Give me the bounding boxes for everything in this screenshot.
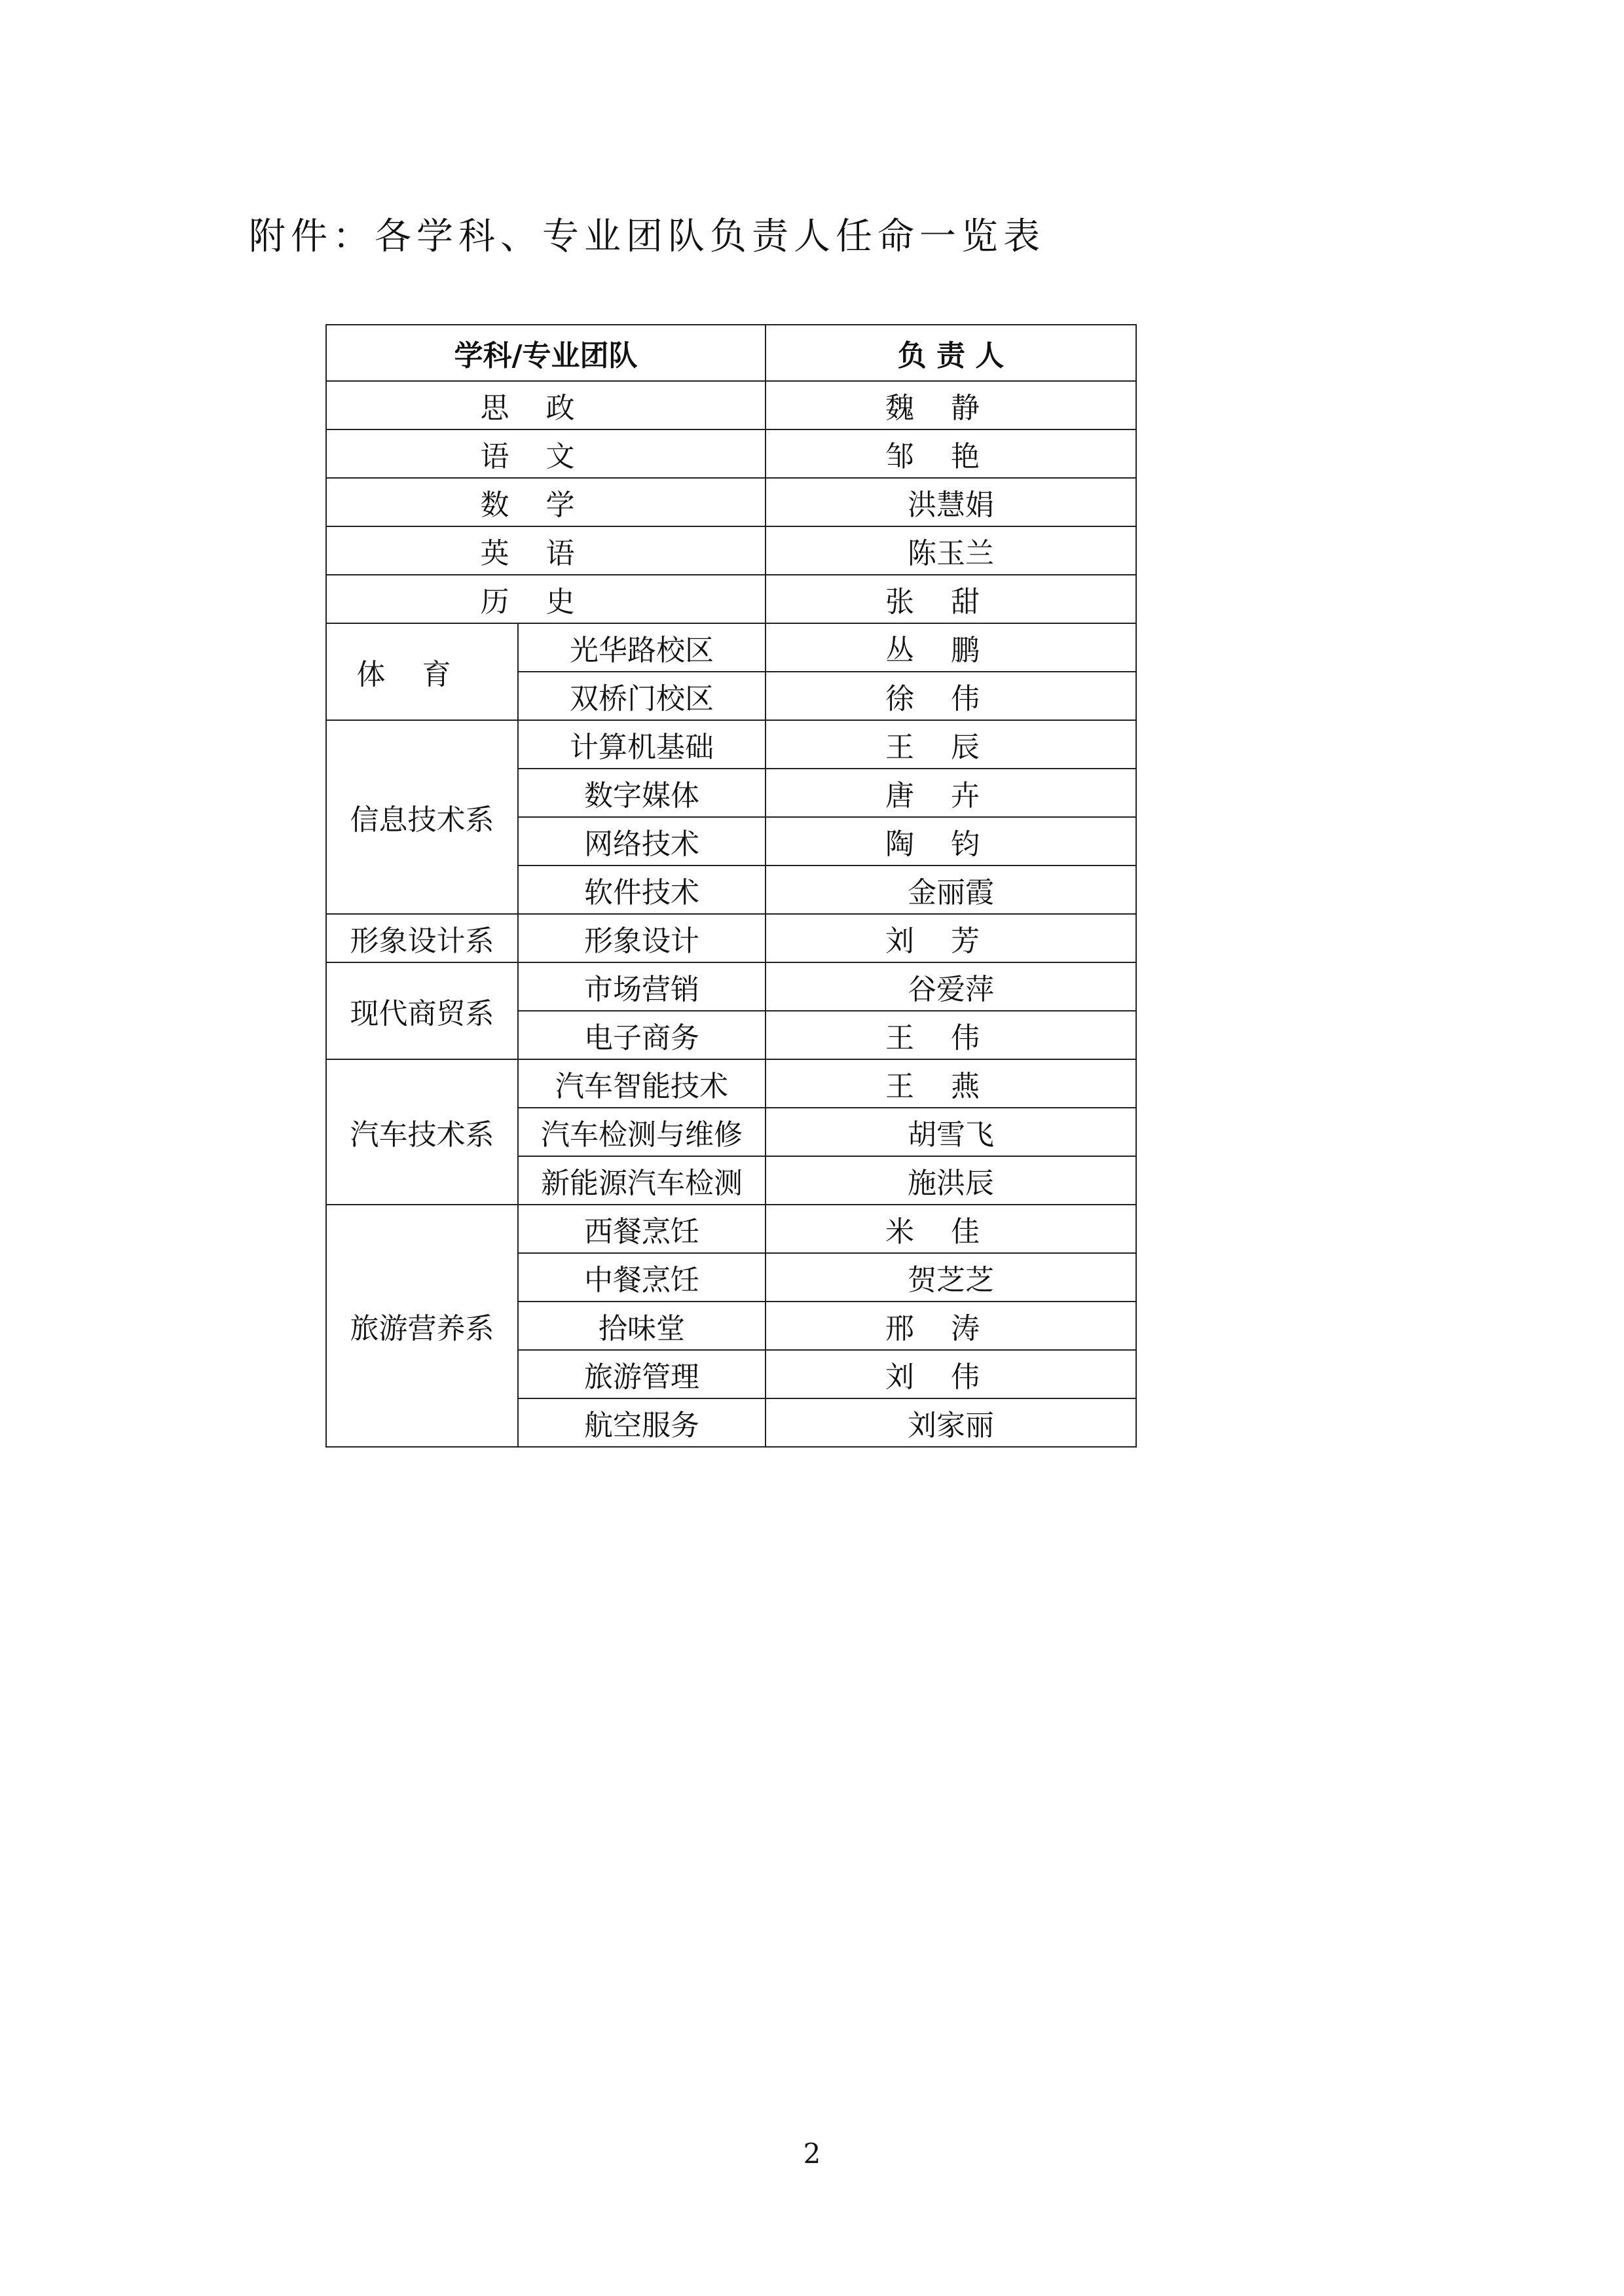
leader-cell: 王燕 bbox=[766, 1059, 1136, 1108]
table-row bbox=[326, 1205, 1136, 1253]
leader-cell: 陈玉兰 bbox=[766, 526, 1136, 575]
table-row bbox=[326, 623, 1136, 672]
leader-cell: 魏静 bbox=[766, 381, 1136, 429]
leader-cell: 张甜 bbox=[766, 575, 1136, 623]
department-cell: 旅游营养系 bbox=[326, 1205, 518, 1447]
leader-cell: 王辰 bbox=[766, 720, 1136, 769]
leader-cell: 刘家丽 bbox=[766, 1398, 1136, 1447]
department-cell: 信息技术系 bbox=[326, 720, 518, 914]
leader-cell: 贺芝芝 bbox=[766, 1253, 1136, 1302]
table-header-row bbox=[326, 325, 1136, 381]
leader-cell: 胡雪飞 bbox=[766, 1108, 1136, 1156]
leader-appointment-table bbox=[325, 324, 1137, 1448]
team-cell: 电子商务 bbox=[518, 1011, 766, 1059]
table-row bbox=[326, 429, 1136, 478]
team-cell: 双桥门校区 bbox=[518, 672, 766, 720]
team-cell: 航空服务 bbox=[518, 1398, 766, 1447]
subject-team-cell: 英语 bbox=[326, 526, 766, 575]
team-cell: 旅游管理 bbox=[518, 1350, 766, 1398]
team-cell: 数字媒体 bbox=[518, 769, 766, 817]
team-cell: 汽车智能技术 bbox=[518, 1059, 766, 1108]
leader-cell: 金丽霞 bbox=[766, 866, 1136, 914]
leader-cell: 陶钧 bbox=[766, 817, 1136, 866]
team-cell: 市场营销 bbox=[518, 962, 766, 1011]
leader-cell: 谷爱萍 bbox=[766, 962, 1136, 1011]
department-cell: 现代商贸系 bbox=[326, 962, 518, 1059]
subject-team-cell: 历史 bbox=[326, 575, 766, 623]
leader-cell: 洪慧娟 bbox=[766, 478, 1136, 526]
team-cell: 形象设计 bbox=[518, 914, 766, 962]
leader-cell: 施洪辰 bbox=[766, 1156, 1136, 1205]
leader-cell: 米佳 bbox=[766, 1205, 1136, 1253]
table-row bbox=[326, 720, 1136, 769]
leader-cell: 徐伟 bbox=[766, 672, 1136, 720]
table-row bbox=[326, 962, 1136, 1011]
subject-team-cell: 数学 bbox=[326, 478, 766, 526]
leader-cell: 丛鹏 bbox=[766, 623, 1136, 672]
leader-cell: 邹艳 bbox=[766, 429, 1136, 478]
table-row bbox=[326, 914, 1136, 962]
team-cell: 网络技术 bbox=[518, 817, 766, 866]
team-cell: 软件技术 bbox=[518, 866, 766, 914]
subject-team-cell: 语文 bbox=[326, 429, 766, 478]
page-title: 附件：各学科、专业团队负责人任命一览表 bbox=[249, 215, 1045, 258]
team-cell: 拾味堂 bbox=[518, 1302, 766, 1350]
table-row bbox=[326, 575, 1136, 623]
leader-cell: 刘伟 bbox=[766, 1350, 1136, 1398]
leader-cell: 邢涛 bbox=[766, 1302, 1136, 1350]
team-cell: 计算机基础 bbox=[518, 720, 766, 769]
team-cell: 西餐烹饪 bbox=[518, 1205, 766, 1253]
team-cell: 汽车检测与维修 bbox=[518, 1108, 766, 1156]
department-cell: 汽车技术系 bbox=[326, 1059, 518, 1205]
table-row bbox=[326, 526, 1136, 575]
leader-cell: 唐卉 bbox=[766, 769, 1136, 817]
table-row bbox=[326, 478, 1136, 526]
table-row bbox=[326, 381, 1136, 429]
department-cell: 体育 bbox=[326, 623, 518, 720]
team-cell: 新能源汽车检测 bbox=[518, 1156, 766, 1205]
leader-cell: 刘芳 bbox=[766, 914, 1136, 962]
table-body bbox=[326, 381, 1136, 1447]
team-cell: 光华路校区 bbox=[518, 623, 766, 672]
subject-team-cell: 思政 bbox=[326, 381, 766, 429]
header-leader: 负 责 人 bbox=[766, 325, 1136, 381]
department-cell: 形象设计系 bbox=[326, 914, 518, 962]
page-number: 2 bbox=[803, 2138, 821, 2170]
team-cell: 中餐烹饪 bbox=[518, 1253, 766, 1302]
leader-cell: 王伟 bbox=[766, 1011, 1136, 1059]
header-team: 学科/专业团队 bbox=[326, 325, 766, 381]
table-row bbox=[326, 1059, 1136, 1108]
